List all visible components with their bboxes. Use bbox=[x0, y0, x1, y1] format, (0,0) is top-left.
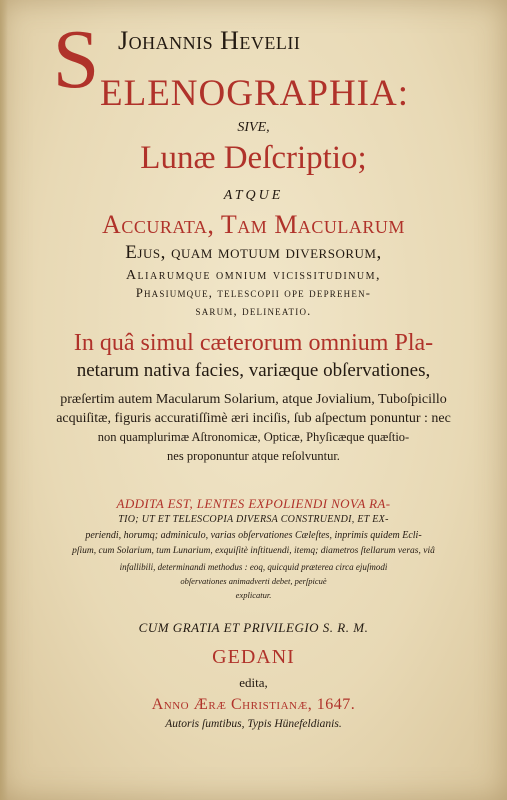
anno-line: Anno Æræ Christianæ, 1647. bbox=[151, 696, 356, 713]
phasium-line: Phasiumque, telescopii ope deprehen- bbox=[135, 286, 372, 300]
ejus-line: Ejus, quam motuum diversorum, bbox=[125, 242, 382, 263]
body-line-2: acquiſitæ, figuris accuratiſſimè æri inciſis, ſub aſpectum ponuntur : nec bbox=[56, 411, 451, 426]
inqua-line-1: In quâ simul cæterorum omnium Pla- bbox=[73, 330, 434, 356]
lunae-descriptio: Lunæ Deſcriptio; bbox=[140, 140, 367, 176]
privilegio-line: CUM GRATIA ET PRIVILEGIO S. R. M. bbox=[138, 620, 369, 635]
decorative-initial-s: S bbox=[52, 13, 100, 106]
gedani-line: GEDANI bbox=[212, 646, 295, 668]
author-line: Johannis Hevelii bbox=[118, 26, 301, 55]
main-title: ELENOGRAPHIA: bbox=[100, 73, 409, 114]
edita-line: edita, bbox=[239, 675, 268, 690]
sive-line: SIVE, bbox=[237, 120, 270, 135]
atque-line: ATQUE bbox=[223, 188, 284, 203]
binding-gutter bbox=[0, 0, 8, 800]
sarum-line: sarum, delineatio. bbox=[195, 304, 312, 318]
addita-line-1: ADDITA EST, LENTES EXPOLIENDI NOVA RA- bbox=[116, 496, 391, 511]
aliarum-line: Aliarumque omnium vicissitudinum, bbox=[125, 268, 382, 283]
addita-line-7: explicatur. bbox=[235, 590, 272, 600]
addita-line-5: infallibili, determinandi methodus : eoq, quicquid præterea circa ejuſmodi bbox=[119, 562, 388, 572]
addita-line-4: pſium, cum Solarium, tum Lunarium, exquiſitè inſtituendi, itemq; diametros ſtellarum veras, viâ bbox=[72, 546, 435, 556]
body-line-1: præſertim autem Macularum Solarium, atque Jovialium, Tuboſpicillo bbox=[60, 392, 447, 407]
body-line-4: nes proponuntur atque reſolvuntur. bbox=[167, 449, 340, 463]
addita-line-3: periendi, horumq; adminiculo, varias obſervationes Cæleſtes, inprimis quidem Ecli- bbox=[85, 530, 422, 541]
addita-line-2: TIO; UT ET TELESCOPIA DIVERSA CONSTRUENDI, ET EX- bbox=[118, 514, 389, 525]
autoris-line: Autoris ſumtibus, Typis Hünefeldianis. bbox=[165, 718, 342, 730]
accurata-line: Accurata, Tam Macularum bbox=[102, 210, 405, 239]
inqua-line-2: netarum nativa facies, variæque obſervationes, bbox=[76, 360, 431, 381]
addita-line-6: obſervationes animadverti debet, perſpicuè bbox=[180, 576, 327, 586]
body-line-3: non quamplurimæ Aſtronomicæ, Opticæ, Phyſicæque quæſtio- bbox=[97, 430, 410, 444]
